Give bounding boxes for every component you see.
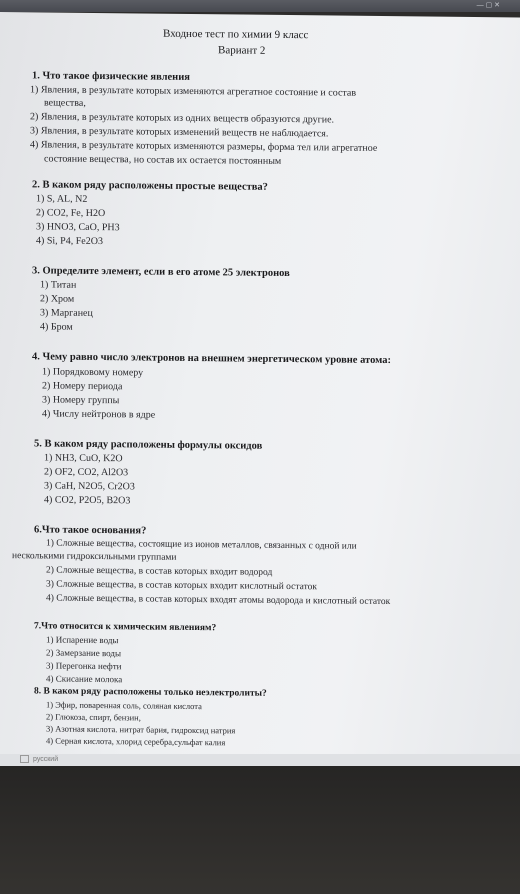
answer-3-2: 2) Хром [40, 293, 75, 305]
language-indicator[interactable] [20, 755, 58, 763]
question-4: 4. Чему равно число электронов на внешнем энергетическом уровне атома: [32, 351, 391, 367]
question-6: 6.Что такое основания? [34, 524, 147, 537]
answer-8-2: 2) Глюкоза, спирт, бензин, [46, 711, 141, 723]
answer-8-1: 1) Эфир, поваренная соль, соляная кислота [46, 699, 202, 712]
question-3: 3. Определите элемент, если в его атоме 25 электронов [32, 265, 290, 280]
answer-7-4: 4) Скисание молока [46, 673, 123, 685]
question-8: 8. В каком ряду расположены только неэлектролиты? [34, 686, 267, 699]
answer-4-1: 1) Порядковому номеру [42, 366, 144, 379]
answer-8-4: 4) Серная кислота, хлорид серебра,сульфат калия [46, 735, 226, 748]
answer-4-2: 2) Номеру периода [42, 380, 123, 393]
answer-1-3: 3) Явления, в результате которых изменений веществ не наблюдается. [30, 125, 329, 140]
document-variant: Вариант 2 [218, 44, 266, 57]
answer-5-4: 4) CO2, P2O5, B2O3 [44, 494, 131, 507]
answer-7-3: 3) Перегонка нефти [46, 660, 122, 672]
language-label: русский [33, 755, 59, 763]
status-bar [0, 754, 520, 766]
answer-6-1-cont: несколькими гидроксильными группами [12, 551, 177, 563]
window-title-bar [0, 0, 520, 12]
document-title: Входное тест по химии 9 класс [163, 27, 309, 42]
answer-5-2: 2) OF2, CO2, Al2O3 [44, 466, 129, 479]
answer-1-1-cont: вещества, [44, 97, 86, 109]
answer-2-1: 1) S, AL, N2 [36, 193, 88, 205]
question-5: 5. В каком ряду расположены формулы оксидов [34, 438, 263, 452]
answer-3-3: 3) Марганец [40, 307, 93, 319]
answer-1-2: 2) Явления, в результате которых из одних веществ образуются другие. [30, 111, 335, 126]
document-page [0, 12, 520, 759]
question-1: 1. Что такое физические явления [32, 70, 190, 83]
answer-6-3: 3) Сложные вещества, в состав которых входит кислотный остаток [46, 579, 318, 593]
answer-7-2: 2) Замерзание воды [46, 647, 122, 659]
answer-2-4: 4) Si, P4, Fe2O3 [36, 235, 103, 248]
answer-6-1: 1) Сложные вещества, состоящие из ионов металлов, связанных с одной или [46, 538, 357, 552]
answer-2-3: 3) HNO3, CaO, PH3 [36, 221, 120, 234]
spellcheck-icon [20, 755, 29, 763]
answer-7-1: 1) Испарение воды [46, 634, 119, 646]
answer-6-4: 4) Сложные вещества, в состав которых входят атомы водорода и кислотный остаток [46, 593, 391, 608]
answer-1-4-cont: состояние вещества, но состав их остается постоянным [44, 153, 282, 167]
answer-2-2: 2) CO2, Fe, H2O [36, 207, 106, 220]
answer-8-3: 3) Азотная кислота. нитрат бария, гидроксид натрия [46, 723, 236, 736]
answer-4-3: 3) Номеру группы [42, 394, 120, 407]
answer-3-1: 1) Титан [40, 279, 77, 291]
answer-5-3: 3) CaH, N2O5, Cr2O3 [44, 480, 135, 493]
question-7: 7.Что относится к химическим явлениям? [34, 621, 217, 634]
window-controls[interactable]: — ▢ ✕ [476, 2, 500, 9]
answer-5-1: 1) NH3, CuO, K2O [44, 452, 123, 465]
question-2: 2. В каком ряду расположены простые вещества? [32, 179, 268, 193]
background-surface [0, 766, 520, 894]
answer-1-1: 1) Явления, в результате которых изменяются агрегатное состояние и состав [30, 84, 357, 99]
answer-4-4: 4) Числу нейтронов в ядре [42, 408, 156, 421]
answer-6-2: 2) Сложные вещества, в состав которых входит водород [46, 565, 273, 578]
answer-3-4: 4) Бром [40, 321, 73, 333]
answer-1-4: 4) Явления, в результате которых изменяются размеры, форма тел или агрегатное [30, 139, 378, 154]
